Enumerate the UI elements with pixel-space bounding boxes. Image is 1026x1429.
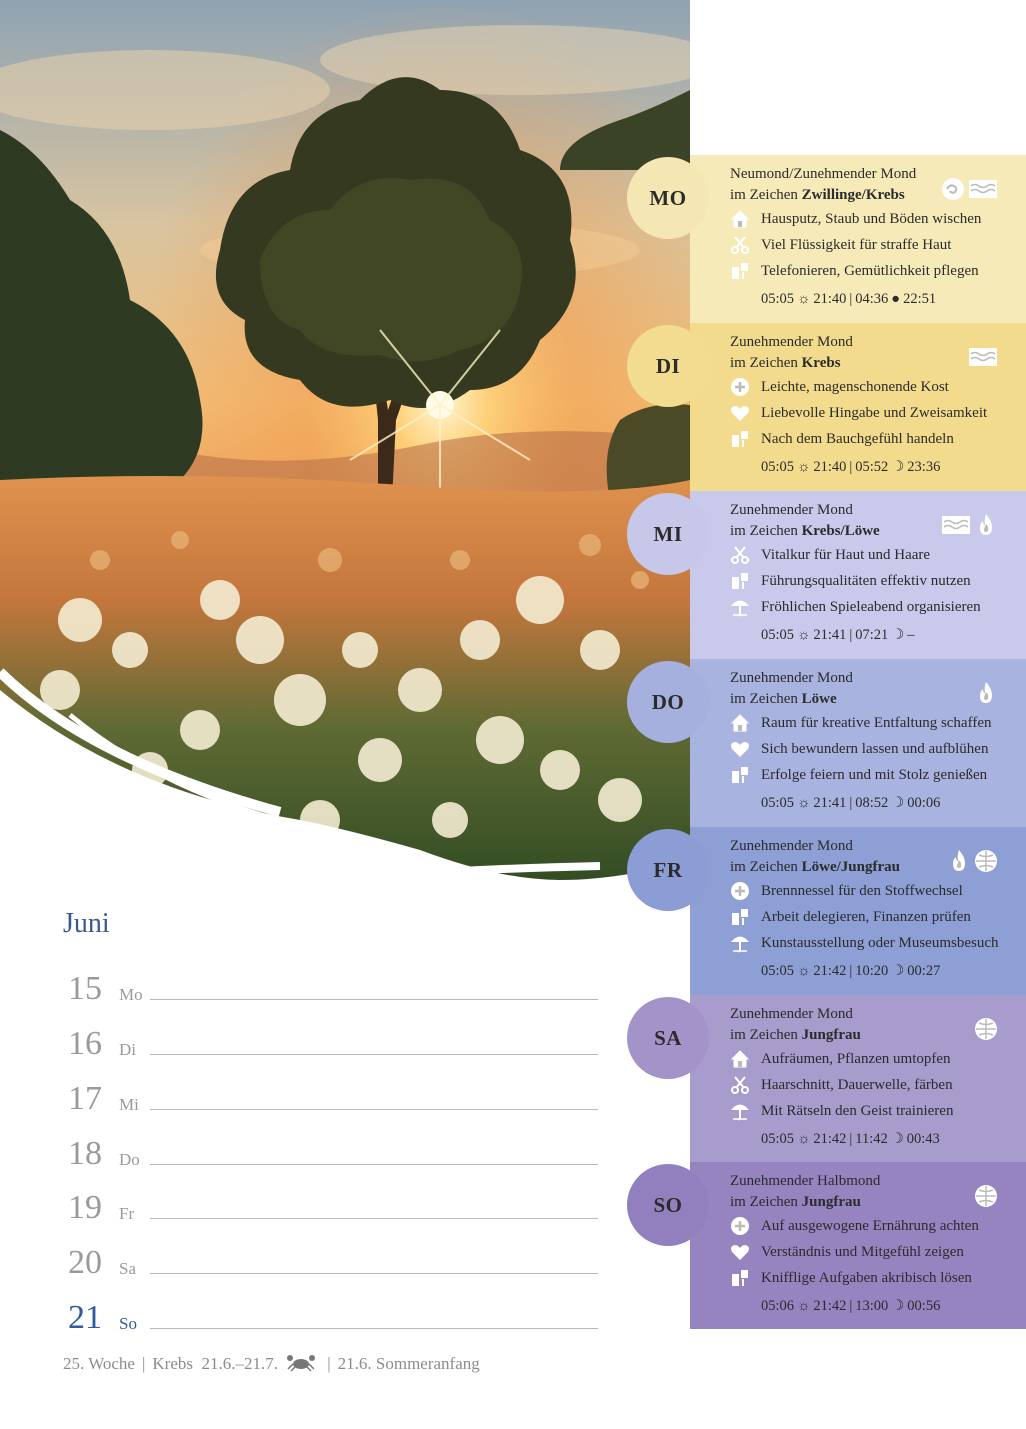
writing-line <box>150 999 598 1000</box>
zodiac-range: 21.6.–21.7. <box>201 1354 278 1373</box>
day-number: 20 <box>68 1244 102 1281</box>
earth-element-icon <box>974 1017 998 1041</box>
sun-moon-times <box>761 1298 940 1315</box>
sun-moon-times <box>761 627 915 644</box>
tip-text: Führungsqualitäten effektiv nutzen <box>761 573 971 589</box>
moonrise-time: 10:20 <box>855 963 889 979</box>
scissors-icon <box>730 235 750 255</box>
zodiac-sign: Jungfrau <box>801 1027 861 1043</box>
moonset-time: 00:06 <box>907 795 941 811</box>
separator: | <box>849 627 853 643</box>
zodiac-prefix: im Zeichen <box>730 691 802 707</box>
sunset-time: 21:40 <box>813 291 847 307</box>
day-abbr: Sa <box>119 1259 136 1278</box>
sunset-time: 21:40 <box>813 459 847 475</box>
heart-icon <box>730 403 750 423</box>
house-icon <box>730 209 750 229</box>
day-abbr: Mi <box>119 1095 139 1114</box>
sun-icon: ☼ <box>797 627 811 643</box>
scissors-icon <box>730 1075 750 1095</box>
sunset-time: 21:41 <box>813 627 847 643</box>
water-element-icon <box>968 345 998 369</box>
sun-moon-times <box>761 459 940 476</box>
tip-item <box>730 206 1012 232</box>
sunset-time: 21:41 <box>813 795 847 811</box>
day-row[interactable] <box>68 1058 598 1117</box>
plus-icon <box>730 881 750 901</box>
crab-icon <box>286 1354 316 1377</box>
sun-icon: ☼ <box>797 459 811 475</box>
writing-line <box>150 1164 598 1165</box>
plus-icon <box>730 1216 750 1236</box>
tip-item <box>730 1072 1012 1098</box>
tip-item <box>730 568 1012 594</box>
moon-phase: Neumond/Zunehmender Mond <box>730 166 917 182</box>
sunset-time: 21:42 <box>813 1298 847 1314</box>
moon-icon: ☽ <box>891 1298 905 1314</box>
people-icon <box>730 429 750 449</box>
sunset-time: 21:42 <box>813 1131 847 1147</box>
moon-icon: ☽ <box>891 627 905 643</box>
tip-text: Viel Flüssigkeit für straffe Haut <box>761 237 952 253</box>
zodiac-sign: Löwe/Jungfrau <box>801 859 900 875</box>
umbrella-icon <box>730 597 750 617</box>
element-icons <box>941 177 998 201</box>
tip-item <box>730 258 1012 284</box>
element-icons <box>974 1017 998 1041</box>
day-row-sunday[interactable] <box>68 1277 598 1336</box>
sunrise-time: 05:05 <box>761 459 795 475</box>
moon-icon: ☽ <box>891 459 905 475</box>
tip-item <box>730 1239 1012 1265</box>
earth-element-icon <box>974 849 998 873</box>
umbrella-icon <box>730 1101 750 1121</box>
weekday-badge-fr: FR <box>627 829 709 911</box>
people-icon <box>730 261 750 281</box>
zodiac-line <box>730 1192 1012 1213</box>
tip-text: Aufräumen, Pflanzen umtopfen <box>761 1051 951 1067</box>
zodiac-prefix: im Zeichen <box>730 187 802 203</box>
sun-icon: ☼ <box>797 795 811 811</box>
separator: | <box>849 963 853 979</box>
tip-text: Telefonieren, Gemütlichkeit pflegen <box>761 263 979 279</box>
writing-line <box>150 1273 598 1274</box>
day-abbr: So <box>119 1314 137 1333</box>
heart-icon <box>730 739 750 759</box>
moon-phase: Zunehmender Mond <box>730 502 853 518</box>
tip-item <box>730 374 1012 400</box>
sun-icon: ☼ <box>797 291 811 307</box>
moon-phase: Zunehmender Mond <box>730 1006 853 1022</box>
tip-item <box>730 904 1012 930</box>
writing-line <box>150 1328 598 1329</box>
separator: | <box>849 459 853 475</box>
moonrise-time: 07:21 <box>855 627 889 643</box>
sun-moon-times <box>761 795 940 812</box>
fire-element-icon <box>974 513 998 537</box>
moonrise-time: 11:42 <box>855 1131 888 1147</box>
tip-item <box>730 232 1012 258</box>
moonset-time: 23:36 <box>907 459 941 475</box>
day-number: 16 <box>68 1025 102 1062</box>
moon-phase: Zunehmender Halbmond <box>730 1173 881 1189</box>
tip-text: Mit Rätseln den Geist trainieren <box>761 1103 954 1119</box>
tip-item <box>730 1098 1012 1124</box>
tip-item <box>730 762 1012 788</box>
day-panel-mo <box>690 155 1026 323</box>
moonset-time: 00:43 <box>906 1131 940 1147</box>
event-note: 21.6. Sommeranfang <box>337 1354 480 1373</box>
tip-text: Hausputz, Staub und Böden wischen <box>761 211 982 227</box>
weekday-badge-so: SO <box>627 1164 709 1246</box>
moonset-time: 22:51 <box>903 291 937 307</box>
sunrise-time: 05:05 <box>761 627 795 643</box>
tip-text: Verständnis und Mitgefühl zeigen <box>761 1244 964 1260</box>
fire-element-icon <box>947 849 971 873</box>
tip-text: Raum für kreative Entfaltung schaffen <box>761 715 992 731</box>
tip-text: Erfolge feiern und mit Stolz genießen <box>761 767 988 783</box>
tip-item <box>730 930 1012 956</box>
tip-item <box>730 594 1012 620</box>
moonrise-time: 05:52 <box>855 459 889 475</box>
sunrise-time: 05:05 <box>761 291 795 307</box>
moon-icon: ☽ <box>890 1131 904 1147</box>
umbrella-icon <box>730 933 750 953</box>
element-icons <box>974 1184 998 1208</box>
day-number: 17 <box>68 1080 102 1117</box>
month-title: Juni <box>63 908 110 939</box>
tip-text: Vitalkur für Haut und Haare <box>761 547 931 563</box>
sun-icon: ☼ <box>797 963 811 979</box>
sun-moon-times <box>761 963 940 980</box>
day-panel-fr <box>690 827 1026 995</box>
sunrise-time: 05:06 <box>761 1298 795 1314</box>
day-number: 18 <box>68 1135 102 1172</box>
element-icons <box>974 681 998 705</box>
tip-text: Auf ausgewogene Ernährung achten <box>761 1218 979 1234</box>
tip-text: Sich bewundern lassen und aufblühen <box>761 741 989 757</box>
tip-text: Liebevolle Hingabe und Zweisamkeit <box>761 405 988 421</box>
writing-line <box>150 1109 598 1110</box>
zodiac-sign: Jungfrau <box>801 1194 861 1210</box>
moonrise-time: 04:36 <box>855 291 889 307</box>
day-abbr: Do <box>119 1150 140 1169</box>
element-icons <box>968 345 998 369</box>
day-panel-di <box>690 323 1026 491</box>
house-icon <box>730 1049 750 1069</box>
day-panel-sa <box>690 995 1026 1163</box>
zodiac-prefix: im Zeichen <box>730 1194 802 1210</box>
zodiac-sign: Krebs/Löwe <box>801 523 880 539</box>
tip-text: Nach dem Bauchgefühl handeln <box>761 431 954 447</box>
sunrise-meadow-photo <box>0 0 690 895</box>
day-abbr: Di <box>119 1040 136 1059</box>
tip-item <box>730 1265 1012 1291</box>
day-row[interactable] <box>68 1167 598 1226</box>
sun-moon-times <box>761 1131 940 1148</box>
tip-text: Knifflige Aufgaben akribisch lösen <box>761 1270 972 1286</box>
zodiac-sign: Zwillinge/Krebs <box>801 187 905 203</box>
separator: | <box>849 1131 853 1147</box>
moon-phase: Zunehmender Mond <box>730 838 853 854</box>
sunset-time: 21:42 <box>813 963 847 979</box>
zodiac-prefix: im Zeichen <box>730 1027 802 1043</box>
sun-moon-times <box>761 291 936 308</box>
writing-line <box>150 1054 598 1055</box>
tip-text: Kunstausstellung oder Museumsbesuch <box>761 935 999 951</box>
day-abbr: Fr <box>119 1204 135 1223</box>
day-panel-do <box>690 659 1026 827</box>
footer-info: 25. Woche | Krebs 21.6.–21.7. | 21.6. Sommeranfang <box>63 1354 480 1377</box>
tip-item <box>730 710 1012 736</box>
day-number: 15 <box>68 970 102 1007</box>
moonrise-time: 08:52 <box>855 795 889 811</box>
zodiac-line <box>730 1025 1012 1046</box>
house-icon <box>730 713 750 733</box>
sun-icon: ☼ <box>797 1298 811 1314</box>
tip-item <box>730 542 1012 568</box>
weekday-badge-mo: MO <box>627 157 709 239</box>
week-number: 25. Woche <box>63 1354 135 1373</box>
day-row[interactable] <box>68 1222 598 1281</box>
day-panel-so <box>690 1162 1026 1329</box>
moon-phase: Zunehmender Mond <box>730 334 853 350</box>
weekday-badge-do: DO <box>627 661 709 743</box>
sunrise-time: 05:05 <box>761 795 795 811</box>
writing-line <box>150 1218 598 1219</box>
tip-text: Haarschnitt, Dauerwelle, färben <box>761 1077 953 1093</box>
fire-element-icon <box>974 681 998 705</box>
zodiac-sign: Krebs <box>801 355 841 371</box>
tip-text: Arbeit delegieren, Finanzen prüfen <box>761 909 971 925</box>
moonset-time: – <box>907 627 915 643</box>
day-row[interactable] <box>68 948 598 1007</box>
element-icons <box>941 513 998 537</box>
people-icon <box>730 1268 750 1288</box>
weekday-badge-di: DI <box>627 325 709 407</box>
moonset-time: 00:27 <box>907 963 941 979</box>
tip-text: Brennnessel für den Stoffwechsel <box>761 883 963 899</box>
sun-icon: ☼ <box>797 1131 811 1147</box>
water-element-icon <box>941 513 971 537</box>
tip-item <box>730 400 1012 426</box>
water-element-icon <box>968 177 998 201</box>
separator: | <box>849 1298 853 1314</box>
weekday-badge-mi: MI <box>627 493 709 575</box>
zodiac-prefix: im Zeichen <box>730 523 802 539</box>
zodiac-sign: Löwe <box>801 691 837 707</box>
sunrise-time: 05:05 <box>761 963 795 979</box>
tip-text: Leichte, magenschonende Kost <box>761 379 949 395</box>
tip-item <box>730 1046 1012 1072</box>
zodiac-prefix: im Zeichen <box>730 859 802 875</box>
scissors-icon <box>730 545 750 565</box>
moon-icon: ☽ <box>891 795 905 811</box>
tip-item <box>730 736 1012 762</box>
weekday-badge-sa: SA <box>627 997 709 1079</box>
people-icon <box>730 907 750 927</box>
moon-icon: ● <box>891 291 901 307</box>
day-number: 21 <box>68 1299 102 1336</box>
tip-item <box>730 1213 1012 1239</box>
separator: | <box>849 291 853 307</box>
separator: | <box>849 795 853 811</box>
zodiac-line <box>730 689 1012 710</box>
earth-element-icon <box>974 1184 998 1208</box>
tip-text: Fröhlichen Spieleabend organisieren <box>761 599 981 615</box>
zodiac-sign: Krebs <box>152 1354 193 1373</box>
moon-icon: ☽ <box>891 963 905 979</box>
day-panel-mi <box>690 491 1026 659</box>
element-icons <box>947 849 998 873</box>
moonrise-time: 13:00 <box>855 1298 889 1314</box>
plus-icon <box>730 377 750 397</box>
day-row[interactable] <box>68 1003 598 1062</box>
heart-icon <box>730 1242 750 1262</box>
people-icon <box>730 765 750 785</box>
zodiac-prefix: im Zeichen <box>730 355 802 371</box>
moonset-time: 00:56 <box>907 1298 941 1314</box>
people-icon <box>730 571 750 591</box>
air-element-icon <box>941 177 965 201</box>
moon-phase: Zunehmender Mond <box>730 670 853 686</box>
day-abbr: Mo <box>119 985 143 1004</box>
day-row[interactable] <box>68 1113 598 1172</box>
tip-item <box>730 426 1012 452</box>
day-number: 19 <box>68 1189 102 1226</box>
sunrise-time: 05:05 <box>761 1131 795 1147</box>
tip-item <box>730 878 1012 904</box>
